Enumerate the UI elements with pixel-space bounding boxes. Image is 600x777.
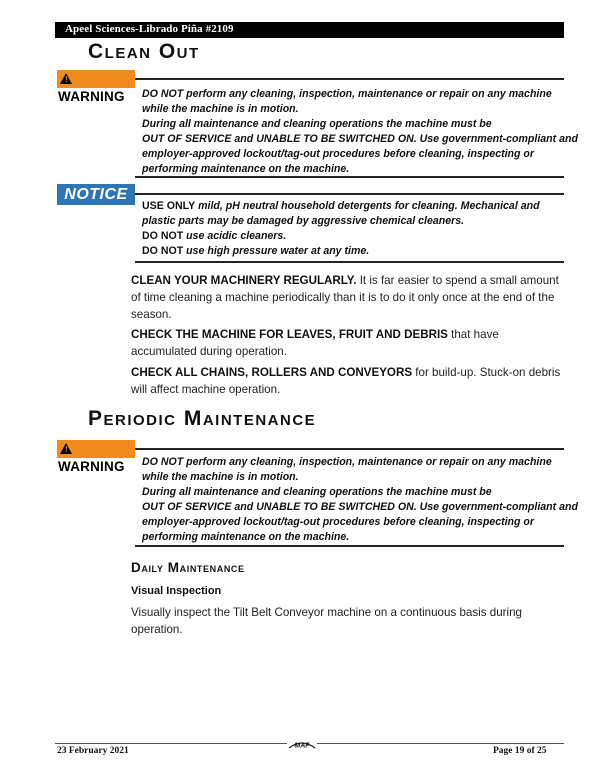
warning-top-rule [135, 78, 564, 80]
daily-maintenance-heading: Daily Maintenance [131, 560, 245, 575]
svg-text:MAF: MAF [294, 742, 310, 750]
warning-bottom-rule [135, 176, 564, 178]
warning-triangle-icon: ! [60, 443, 72, 454]
warning-badge: ! WARNING [57, 440, 135, 458]
footer-date: 23 February 2021 [57, 746, 129, 756]
maf-logo [287, 737, 317, 750]
periodic-maintenance-heading: Periodic Maintenance [88, 407, 317, 430]
notice-text: USE ONLY mild, pH neutral household detergents for cleaning. Mechanical and plastic parts may be damaged by aggressive chemical cleaners. DO NOT use acidic cleaners. DO NOT use high pressure water at any time. [142, 200, 540, 257]
clean-out-heading: Clean Out [88, 40, 200, 63]
visual-inspection-text: Visually inspect the Tilt Belt Conveyor machine on a continuous basis during operation. [131, 606, 522, 636]
document-header-title: Apeel Sciences-Librado Piña #2109 [65, 23, 234, 35]
warning-text: DO NOT perform any cleaning, inspection, maintenance or repair on any machine while the machine is in motion. During all maintenance and cleaning operations the machine must be OUT OF SERVICE and UNABLE TO BE SWITCHED ON. Use government-compliant and employer-approved lockout/tag-out procedures before cleaning, inspecting or performing maintenance on the machine. [142, 456, 578, 543]
notice-top-rule [135, 193, 564, 195]
paragraph-check-debris: CHECK THE MACHINE FOR LEAVES, FRUIT AND DEBRIS that have accumulated during operation. [131, 328, 499, 358]
visual-inspection-subheading: Visual Inspection [131, 585, 222, 597]
document-header-bar [55, 22, 564, 38]
warning-text: DO NOT perform any cleaning, inspection, maintenance or repair on any machine while the machine is in motion. During all maintenance and cleaning operations the machine must be OUT OF SERVICE and UNABLE TO BE SWITCHED ON. Use government-compliant and employer-approved lockout/tag-out procedures before cleaning, inspecting or performing maintenance on the machine. [142, 88, 578, 175]
warning-top-rule [135, 448, 564, 450]
paragraph-clean-regularly: CLEAN YOUR MACHINERY REGULARLY. It is far easier to spend a small amount of time cleaning a machine periodically than it is to do it only once at the end of the season. [131, 274, 559, 321]
paragraph-check-chains: CHECK ALL CHAINS, ROLLERS AND CONVEYORS for build-up. Stuck-on debris will affect machine operation. [131, 366, 561, 396]
warning-triangle-icon: ! [60, 73, 72, 84]
warning-bottom-rule [135, 545, 564, 547]
notice-bottom-rule [135, 261, 564, 263]
warning-badge: ! WARNING [57, 70, 135, 88]
footer-page-number: Page 19 of 25 [493, 746, 547, 756]
notice-badge: NOTICE [57, 184, 135, 205]
